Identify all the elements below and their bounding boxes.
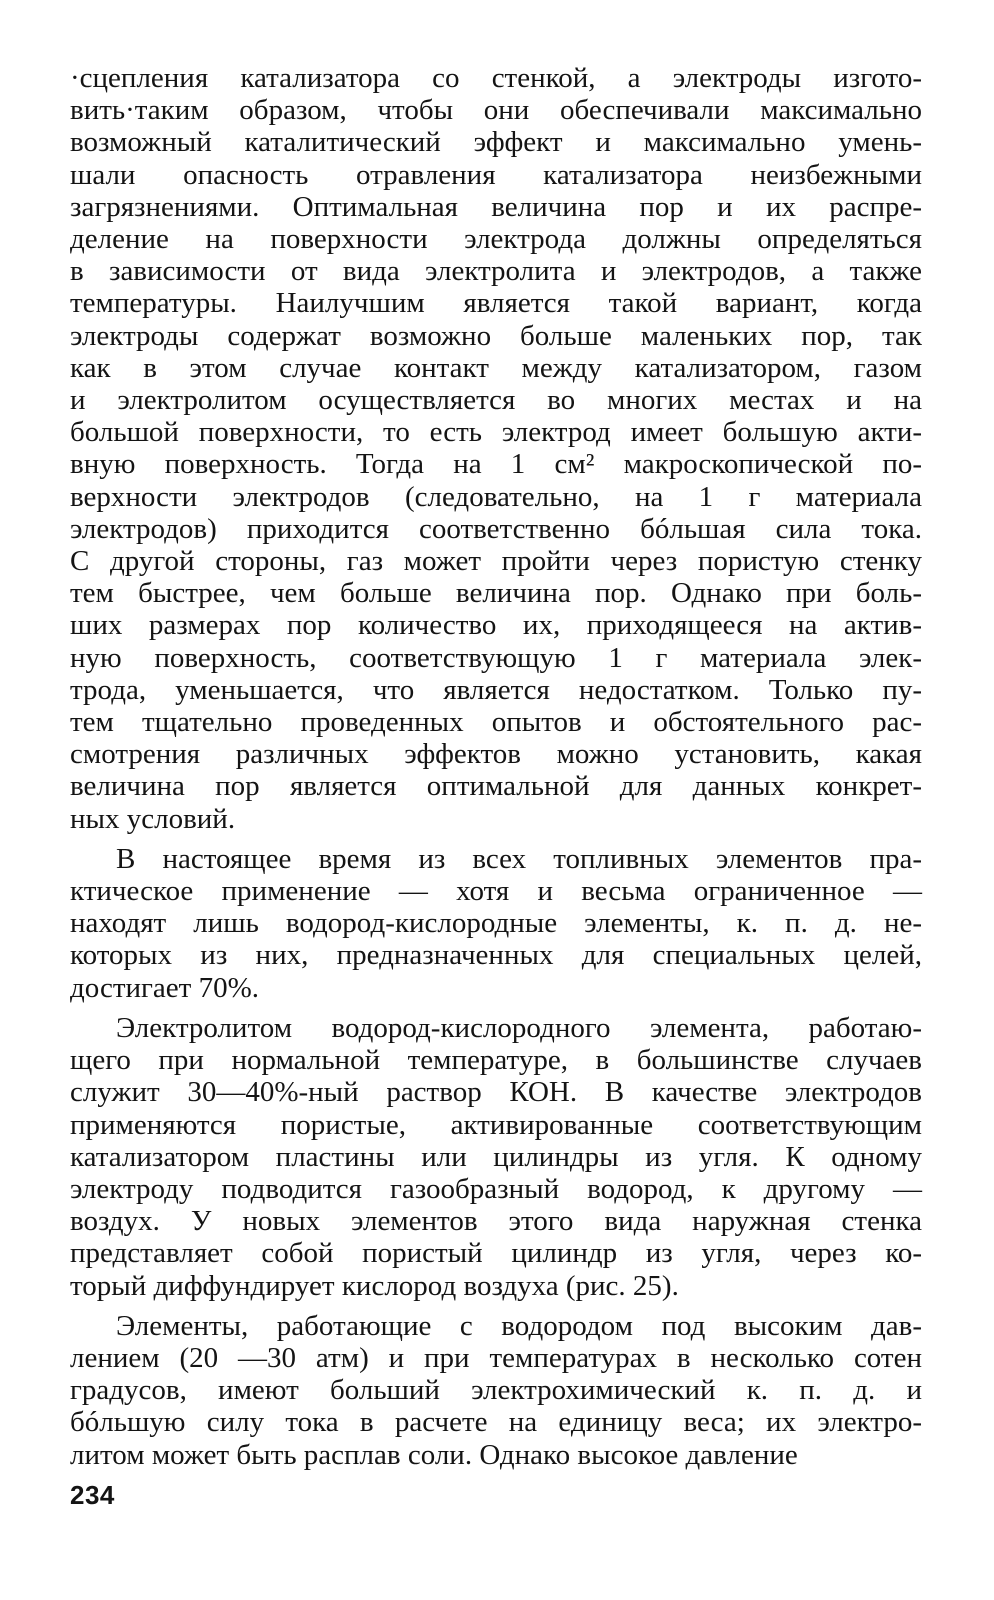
text-line: представляет собой пористый цилиндр из угля, через ко-: [70, 1237, 922, 1270]
text-line: в зависимости от вида электролита и электродов, а также: [70, 255, 922, 288]
text-line: Электролитом водород-кислородного элемента, работаю-: [116, 1011, 922, 1044]
text-line: возможный каталитический эффект и максимально умень-: [70, 126, 922, 159]
text-line: лением (20 —30 атм) и при температурах в несколько сотен: [70, 1341, 922, 1374]
text-line: ·сцепления катализатора со стенкой, а электроды изгото-: [70, 62, 922, 94]
text-line: ших размерах пор количество их, приходящееся на актив-: [70, 609, 922, 642]
text-line: как в этом случае контакт между катализатором, газом: [70, 351, 922, 384]
text-line: достигает 70%.: [70, 971, 260, 1004]
text-line: ных условий.: [70, 802, 236, 835]
paragraph: [70, 1310, 922, 1471]
text-line: деление на поверхности электрода должны определяться: [70, 223, 922, 256]
text-line: величина пор является оптимальной для данных конкрет-: [70, 770, 922, 803]
text-line: литом может быть расплав соли. Однако высокое давление: [70, 1438, 798, 1471]
text-line: служит 30—40%-ный раствор КОН. В качестве электродов: [70, 1076, 922, 1109]
text-line: торый диффундирует кислород воздуха (рис. 25).: [70, 1269, 679, 1302]
text-line: электроды содержат возможно больше маленьких пор, так: [70, 319, 922, 352]
text-line: градусов, имеют больший электрохимический к. п. д. и: [70, 1374, 922, 1407]
text-line: щего при нормальной температуре, в большинстве случаев: [70, 1044, 922, 1077]
text-line: трода, уменьшается, что является недостатком. Только пу-: [70, 673, 922, 706]
text-line: С другой стороны, газ может пройти через пористую стенку: [70, 545, 922, 578]
paragraph: [70, 62, 922, 835]
text-line: которых из них, предназначенных для специальных целей,: [70, 939, 922, 972]
text-line: большой поверхности, то есть электрод имеет большую акти-: [70, 416, 922, 449]
text-line: ктическое применение — хотя и весьма ограниченное —: [70, 875, 922, 908]
text-line: смотрения различных эффектов можно установить, какая: [70, 738, 922, 771]
text-line: бóльшую силу тока в расчете на единицу веса; их электро-: [70, 1406, 922, 1439]
text-line: электродов) приходится соответственно бóльшая сила тока.: [70, 512, 922, 545]
page-body: [70, 62, 922, 1471]
text-line: В настоящее время из всех топливных элементов пра-: [116, 842, 922, 875]
text-line: применяются пористые, активированные соответствующим: [70, 1108, 922, 1141]
text-line: вить·таким образом, чтобы они обеспечивали максимально: [70, 94, 922, 127]
text-line: воздух. У новых элементов этого вида наружная стенка: [70, 1205, 922, 1238]
text-line: и электролитом осуществляется во многих местах и на: [70, 384, 922, 417]
text-line: шали опасность отравления катализатора неизбежными: [70, 158, 922, 191]
text-line: тем быстрее, чем больше величина пор. Однако при боль-: [70, 577, 922, 610]
text-line: находят лишь водород-кислородные элементы, к. п. д. не-: [70, 907, 922, 940]
text-line: тем тщательно проведенных опытов и обстоятельного рас-: [70, 706, 922, 739]
paragraph: [70, 1012, 922, 1302]
text-line: температуры. Наилучшим является такой вариант, когда: [70, 287, 922, 320]
text-line: верхности электродов (следовательно, на 1 г материала: [70, 480, 922, 513]
page-number: 234: [70, 1480, 115, 1510]
paragraph: [70, 843, 922, 1004]
text-line: ную поверхность, соответствующую 1 г материала элек-: [70, 641, 922, 674]
text-line: вную поверхность. Тогда на 1 см² макроскопической по-: [70, 448, 922, 481]
text-line: Элементы, работающие с водородом под высоким дав-: [116, 1309, 922, 1342]
text-line: электроду подводится газообразный водород, к другому —: [70, 1172, 922, 1205]
text-line: загрязнениями. Оптимальная величина пор и их распре-: [70, 190, 922, 223]
text-line: катализатором пластины или цилиндры из угля. К одному: [70, 1140, 922, 1173]
